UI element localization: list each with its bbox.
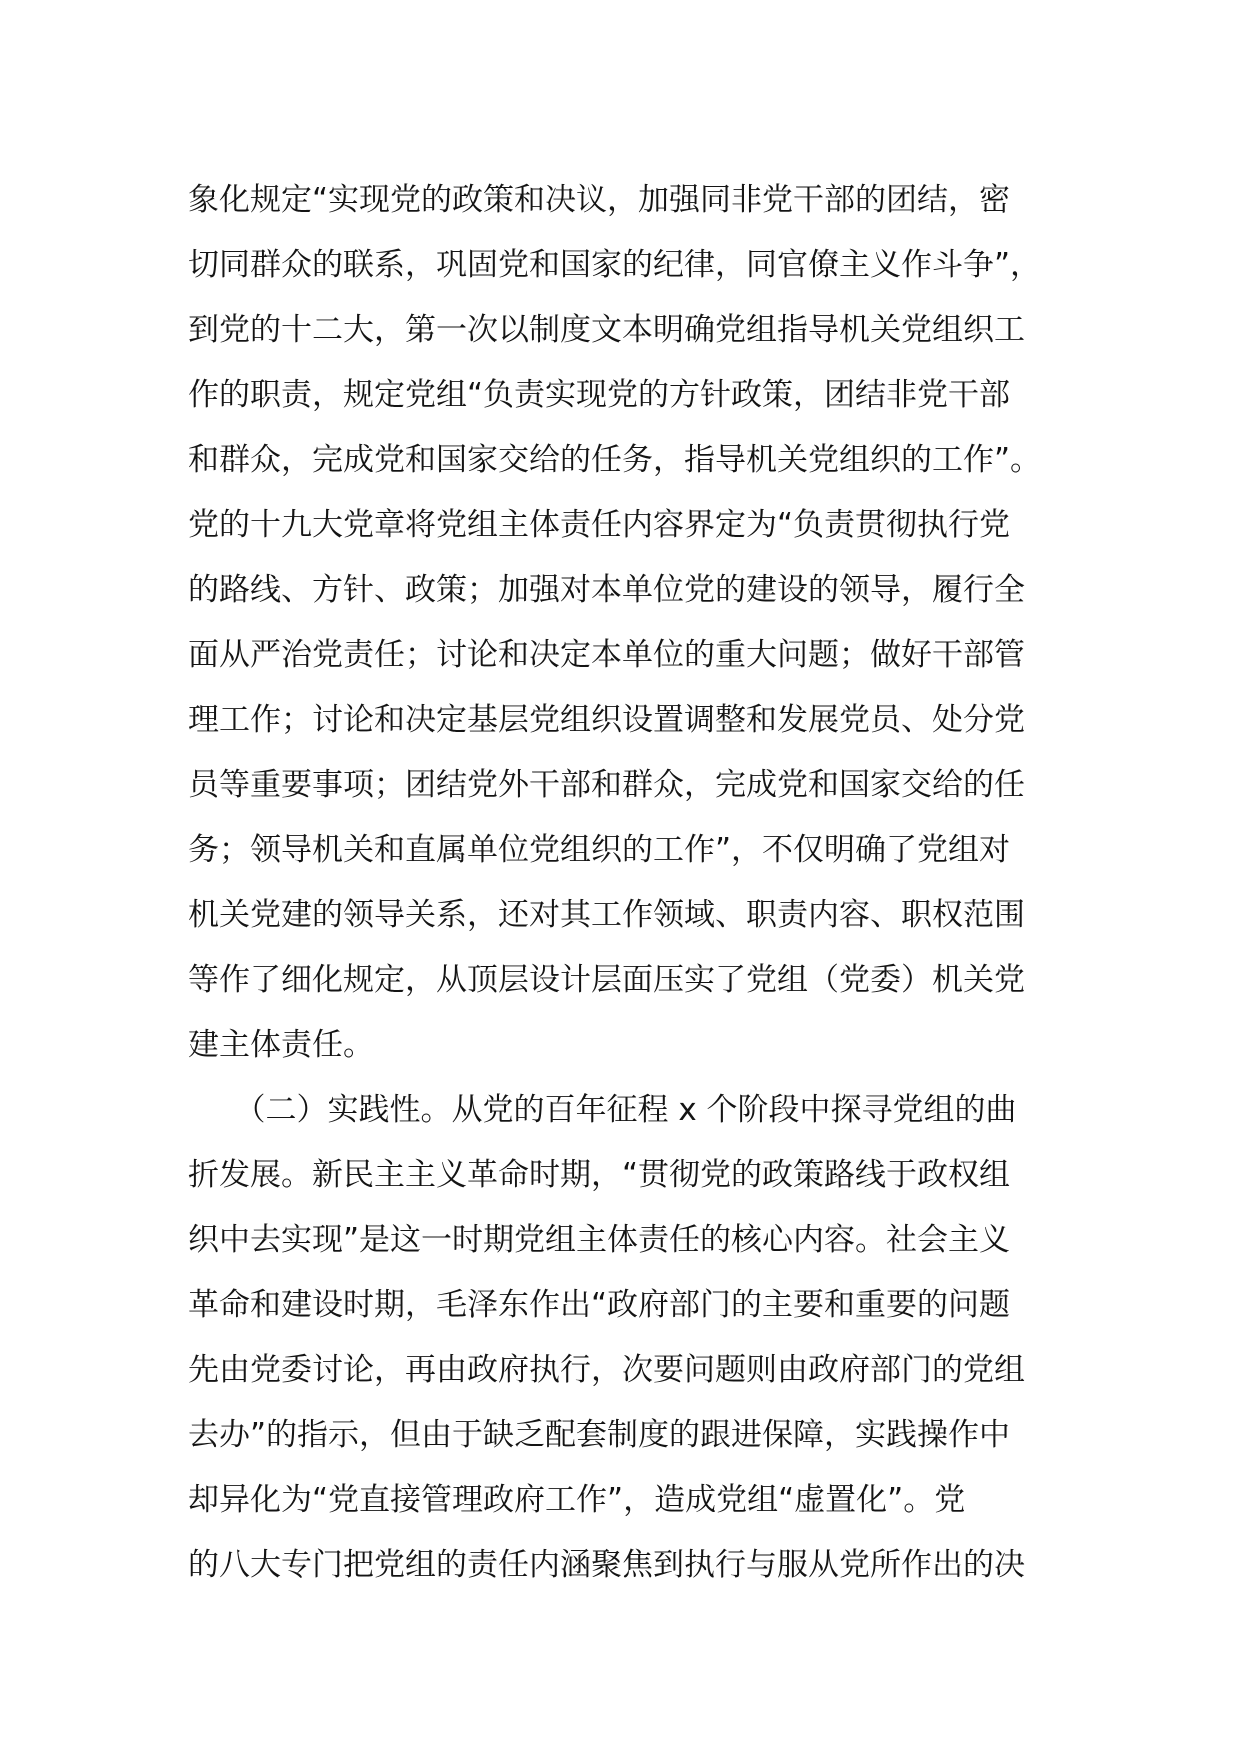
paragraph-1 — [188, 168, 1088, 1078]
body-text — [188, 168, 1088, 1598]
text-line: 却异化为“党直接管理政府工作”，造成党组“虚置化”。党 — [188, 1482, 966, 1518]
text-line: 切同群众的联系，巩固党和国家的纪律，同官僚主义作斗争”， — [188, 247, 1042, 283]
text-line: （二）实践性。从党的百年征程 x 个阶段中探寻党组的曲 — [188, 1092, 1017, 1128]
text-line: 等作了细化规定，从顶层设计层面压实了党组（党委）机关党 — [188, 962, 1025, 998]
text-line: 面从严治党责任；讨论和决定本单位的重大问题；做好干部管 — [188, 637, 1025, 673]
text-line: 的八大专门把党组的责任内涵聚焦到执行与服从党所作出的决 — [188, 1547, 1025, 1583]
text-line: 到党的十二大，第一次以制度文本明确党组指导机关党组织工 — [188, 312, 1025, 348]
text-line: 机关党建的领导关系，还对其工作领域、职责内容、职权范围 — [188, 897, 1025, 933]
text-line: 务；领导机关和直属单位党组织的工作”，不仅明确了党组对 — [188, 832, 1011, 868]
text-line: 理工作；讨论和决定基层党组织设置调整和发展党员、处分党 — [188, 702, 1025, 738]
text-line: 先由党委讨论，再由政府执行，次要问题则由政府部门的党组 — [188, 1352, 1025, 1388]
text-line: 员等重要事项；团结党外干部和群众，完成党和国家交给的任 — [188, 767, 1025, 803]
text-line: 建主体责任。 — [188, 1027, 374, 1063]
text-line: 去办”的指示，但由于缺乏配套制度的跟进保障，实践操作中 — [188, 1417, 1011, 1453]
text-line: 象化规定“实现党的政策和决议，加强同非党干部的团结，密 — [188, 182, 1011, 218]
text-line: 织中去实现”是这一时期党组主体责任的核心内容。社会主义 — [188, 1222, 1011, 1258]
text-line: 折发展。新民主主义革命时期，“贯彻党的政策路线于政权组 — [188, 1157, 1011, 1193]
text-line: 革命和建设时期，毛泽东作出“政府部门的主要和重要的问题 — [188, 1287, 1011, 1323]
text-line: 作的职责，规定党组“负责实现党的方针政策，团结非党干部 — [188, 377, 1011, 413]
text-line: 党的十九大党章将党组主体责任内容界定为“负责贯彻执行党 — [188, 507, 1011, 543]
text-line: 的路线、方针、政策；加强对本单位党的建设的领导，履行全 — [188, 572, 1025, 608]
text-line: 和群众，完成党和国家交给的任务，指导机关党组织的工作”。 — [188, 442, 1042, 478]
paragraph-2 — [188, 1078, 1088, 1598]
